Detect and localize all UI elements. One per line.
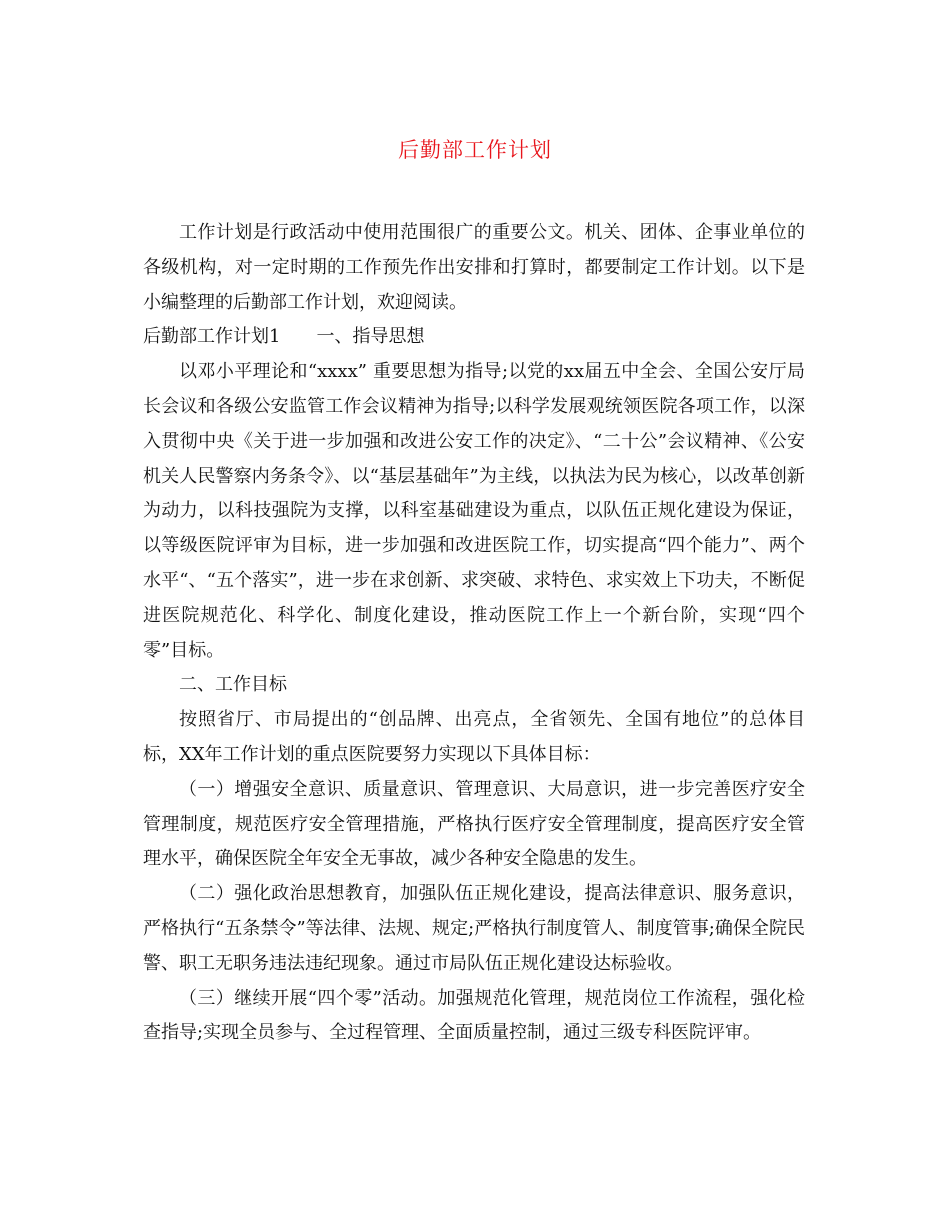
- guiding-ideology-paragraph: 以邓小平理论和“xxxx” 重要思想为指导;以党的xx届五中全会、全国公安厅局长会议和各级公安监管工作会议精神为指导;以科学发展观统领医院各项工作，以深入贯彻中央《关于进一步加强和改进公安工作的决定》、“二十公”会议精神、《公安机关人民警察内务条令》、以“基层基础年”为主线，以执法为民为核心，以改革创新为动力，以科技强院为支撑，以科室基础建设为重点，以队伍正规化建设为保证，以等级医院评审为目标，进一步加强和改进医院工作，切实提高“四个能力”、两个水平“、“五个落实”，进一步在求创新、求突破、求特色、求实效上下功夫，不断促进医院规范化、科学化、制度化建设，推动医院工作上一个新台阶，实现“四个零”目标。: [143, 361, 805, 661]
- goal-item-3: （三）继续开展“四个零”活动。加强规范化管理，规范岗位工作流程，强化检查指导;实现全员参与、全过程管理、全面质量控制，通过三级专科医院评审。: [143, 987, 805, 1044]
- section-line: [143, 320, 805, 355]
- document-body: [143, 216, 805, 1051]
- intro-paragraph: 工作计划是行政活动中使用范围很广的重要公文。机关、团体、企事业单位的各级机构，对一定时期的工作预先作出安排和打算时，都要制定工作计划。以下是小编整理的后勤部工作计划，欢迎阅读。: [143, 222, 805, 313]
- document-title: 后勤部工作计划: [398, 138, 552, 162]
- goal-item-2: （二）强化政治思想教育，加强队伍正规化建设，提高法律意识、服务意识，严格执行“五条禁令”等法律、法规、规定;严格执行制度管人、制度管事;确保全院民警、职工无职务违法违纪现象。通过市局队伍正规化建设达标验收。: [143, 883, 805, 974]
- plan-name: 后勤部工作计划1: [143, 326, 281, 348]
- section-heading-work-goals: 二、工作目标: [179, 674, 287, 696]
- goal-item-1: （一）增强安全意识、质量意识、管理意识、大局意识，进一步完善医疗安全管理制度，规范医疗安全管理措施，严格执行医疗安全管理制度，提高医疗安全管理水平，确保医院全年安全无事故，减少各种安全隐患的发生。: [143, 778, 805, 870]
- work-goals-paragraph: 按照省厅、市局提出的“创品牌、出亮点，全省领先、全国有地位”的总体目标，XX年工作计划的重点医院要努力实现以下具体目标：: [143, 709, 805, 765]
- section-heading-guiding-ideology: 一、指导思想: [316, 326, 425, 348]
